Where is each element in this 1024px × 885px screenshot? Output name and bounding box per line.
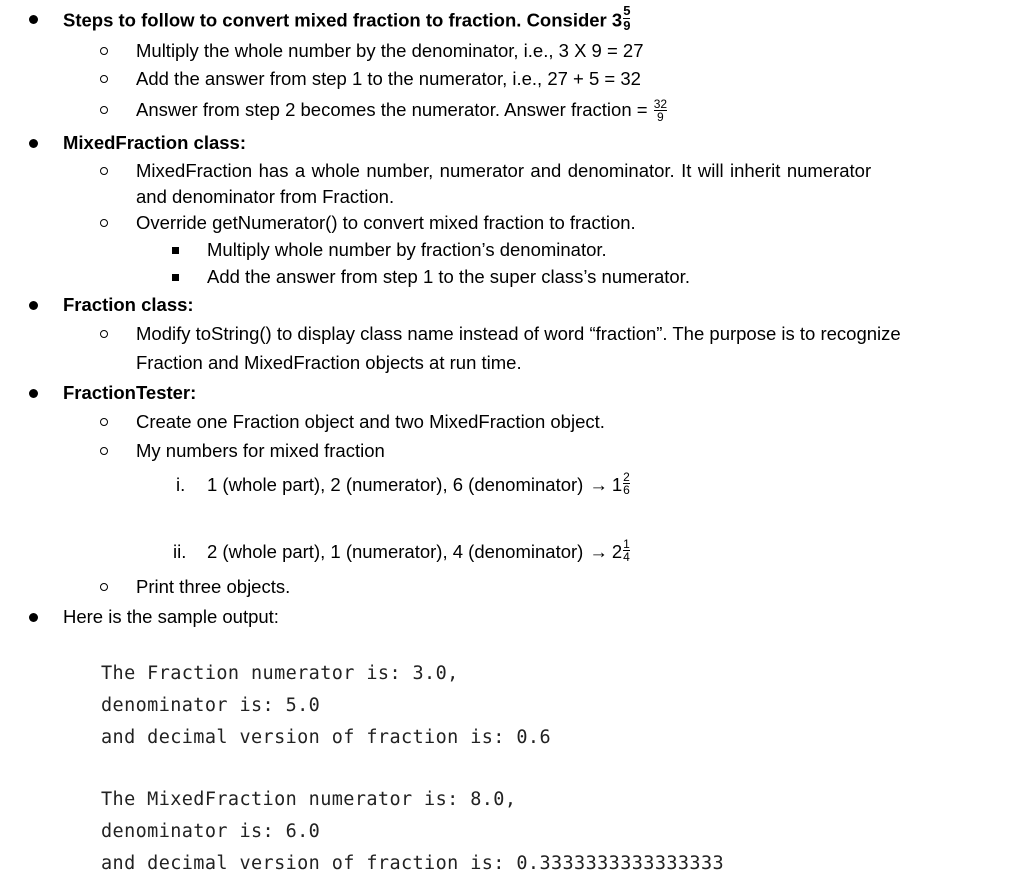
list-item xyxy=(0,39,1024,67)
sample-output-line-1: The Fraction numerator is: 3.0, xyxy=(101,663,459,684)
mixed-fraction-sub-item-1: Multiply whole number by fraction’s denominator. xyxy=(207,239,607,260)
tester-item-1: Create one Fraction object and two MixedFraction object. xyxy=(136,411,605,432)
tester-item-3: Print three objects. xyxy=(136,576,291,597)
circle-bullet-icon xyxy=(100,47,108,55)
steps-heading-text: Steps to follow to convert mixed fraction to fraction. Consider 3 xyxy=(63,9,623,31)
list-item xyxy=(0,159,1024,187)
circle-bullet-icon xyxy=(100,75,108,83)
circle-bullet-icon xyxy=(100,418,108,426)
mixed-1-numerator: 2 xyxy=(623,469,630,484)
list-item xyxy=(0,410,1024,438)
list-item xyxy=(0,98,1024,126)
fraction-item-line-1: Modify toString() to display class name instead of word “fraction”. The purpose is to recognize xyxy=(136,323,901,344)
mixed-fraction-item-1-line-1: MixedFraction has a whole number, numerator and denominator. It will inherit numerator xyxy=(136,160,872,181)
tester-item-2: My numbers for mixed fraction xyxy=(136,440,385,461)
list-item xyxy=(0,265,1024,293)
mixed-1-whole: 1 xyxy=(611,474,623,495)
sample-output-line-4: The MixedFraction numerator is: 8.0, xyxy=(101,789,517,810)
circle-bullet-icon xyxy=(100,583,108,591)
circle-bullet-icon xyxy=(100,219,108,227)
steps-heading xyxy=(63,3,631,36)
steps-section xyxy=(0,3,1024,35)
circle-bullet-icon xyxy=(100,447,108,455)
step-item-1: Multiply the whole number by the denominator, i.e., 3 X 9 = 27 xyxy=(136,40,644,61)
mixed-2-numerator: 1 xyxy=(623,536,630,551)
mixed-fraction-sub-item-2: Add the answer from step 1 to the super class’s numerator. xyxy=(207,266,690,287)
mixed-2-denominator: 4 xyxy=(623,549,630,564)
step-item-2: Add the answer from step 1 to the numerator, i.e., 27 + 5 = 32 xyxy=(136,68,641,89)
mixed-2-fraction xyxy=(623,538,630,563)
mixed-2-whole: 2 xyxy=(611,541,623,562)
heading-fraction xyxy=(623,4,630,33)
circle-bullet-icon xyxy=(100,330,108,338)
mixed-1-denominator: 6 xyxy=(623,482,630,497)
tester-section xyxy=(0,381,1024,409)
list-item xyxy=(0,322,1024,350)
mixed-fraction-heading: MixedFraction class: xyxy=(63,132,247,153)
sample-heading: Here is the sample output: xyxy=(63,606,279,627)
fraction-section xyxy=(0,293,1024,321)
bullet-icon xyxy=(29,15,38,24)
answer-fraction-denominator: 9 xyxy=(654,110,667,123)
sample-section xyxy=(0,605,1024,633)
bullet-icon xyxy=(29,301,38,310)
answer-fraction xyxy=(654,98,667,123)
numbered-item-1 xyxy=(207,469,630,499)
list-item xyxy=(0,185,1024,213)
square-bullet-icon xyxy=(172,247,179,254)
numbered-item-1-text: 1 (whole part), 2 (numerator), 6 (denominator) xyxy=(207,474,584,495)
mixed-fraction-item-1-line-2: and denominator from Fraction. xyxy=(136,186,395,207)
fraction-heading: Fraction class: xyxy=(63,294,194,315)
right-arrow-icon: → xyxy=(589,541,608,562)
list-item xyxy=(0,575,1024,603)
numbered-marker-1: i. xyxy=(176,474,186,495)
numbered-item-2 xyxy=(207,536,630,566)
list-item xyxy=(0,469,1024,507)
circle-bullet-icon xyxy=(100,167,108,175)
list-item xyxy=(0,439,1024,467)
bullet-icon xyxy=(29,389,38,398)
list-item xyxy=(0,67,1024,95)
sample-output-line-6: and decimal version of fraction is: 0.3333333333333333 xyxy=(101,853,725,874)
step-item-3 xyxy=(136,98,667,124)
numbered-marker-2: ii. xyxy=(173,541,187,562)
circle-bullet-icon xyxy=(100,106,108,114)
list-item xyxy=(0,238,1024,266)
numbered-item-2-text: 2 (whole part), 1 (numerator), 4 (denominator) xyxy=(207,541,584,562)
list-item xyxy=(0,536,1024,574)
heading-fraction-numerator: 5 xyxy=(623,3,631,18)
sample-output-line-2: denominator is: 5.0 xyxy=(101,695,321,716)
bullet-icon xyxy=(29,613,38,622)
right-arrow-icon: → xyxy=(589,474,608,495)
mixed-fraction-section xyxy=(0,131,1024,159)
heading-fraction-denominator: 9 xyxy=(623,18,631,33)
list-item xyxy=(0,351,1024,379)
fraction-item-line-2: Fraction and MixedFraction objects at run time. xyxy=(136,352,522,373)
mixed-1-fraction xyxy=(623,471,630,496)
bullet-icon xyxy=(29,139,38,148)
list-item xyxy=(0,211,1024,239)
tester-heading: FractionTester: xyxy=(63,382,197,403)
answer-fraction-numerator: 32 xyxy=(653,96,668,111)
step-item-3-text: Answer from step 2 becomes the numerator. Answer fraction = xyxy=(136,99,648,120)
sample-output-line-5: denominator is: 6.0 xyxy=(101,821,321,842)
mixed-fraction-item-2: Override getNumerator() to convert mixed fraction to fraction. xyxy=(136,212,636,233)
square-bullet-icon xyxy=(172,274,179,281)
sample-output-line-3: and decimal version of fraction is: 0.6 xyxy=(101,727,551,748)
